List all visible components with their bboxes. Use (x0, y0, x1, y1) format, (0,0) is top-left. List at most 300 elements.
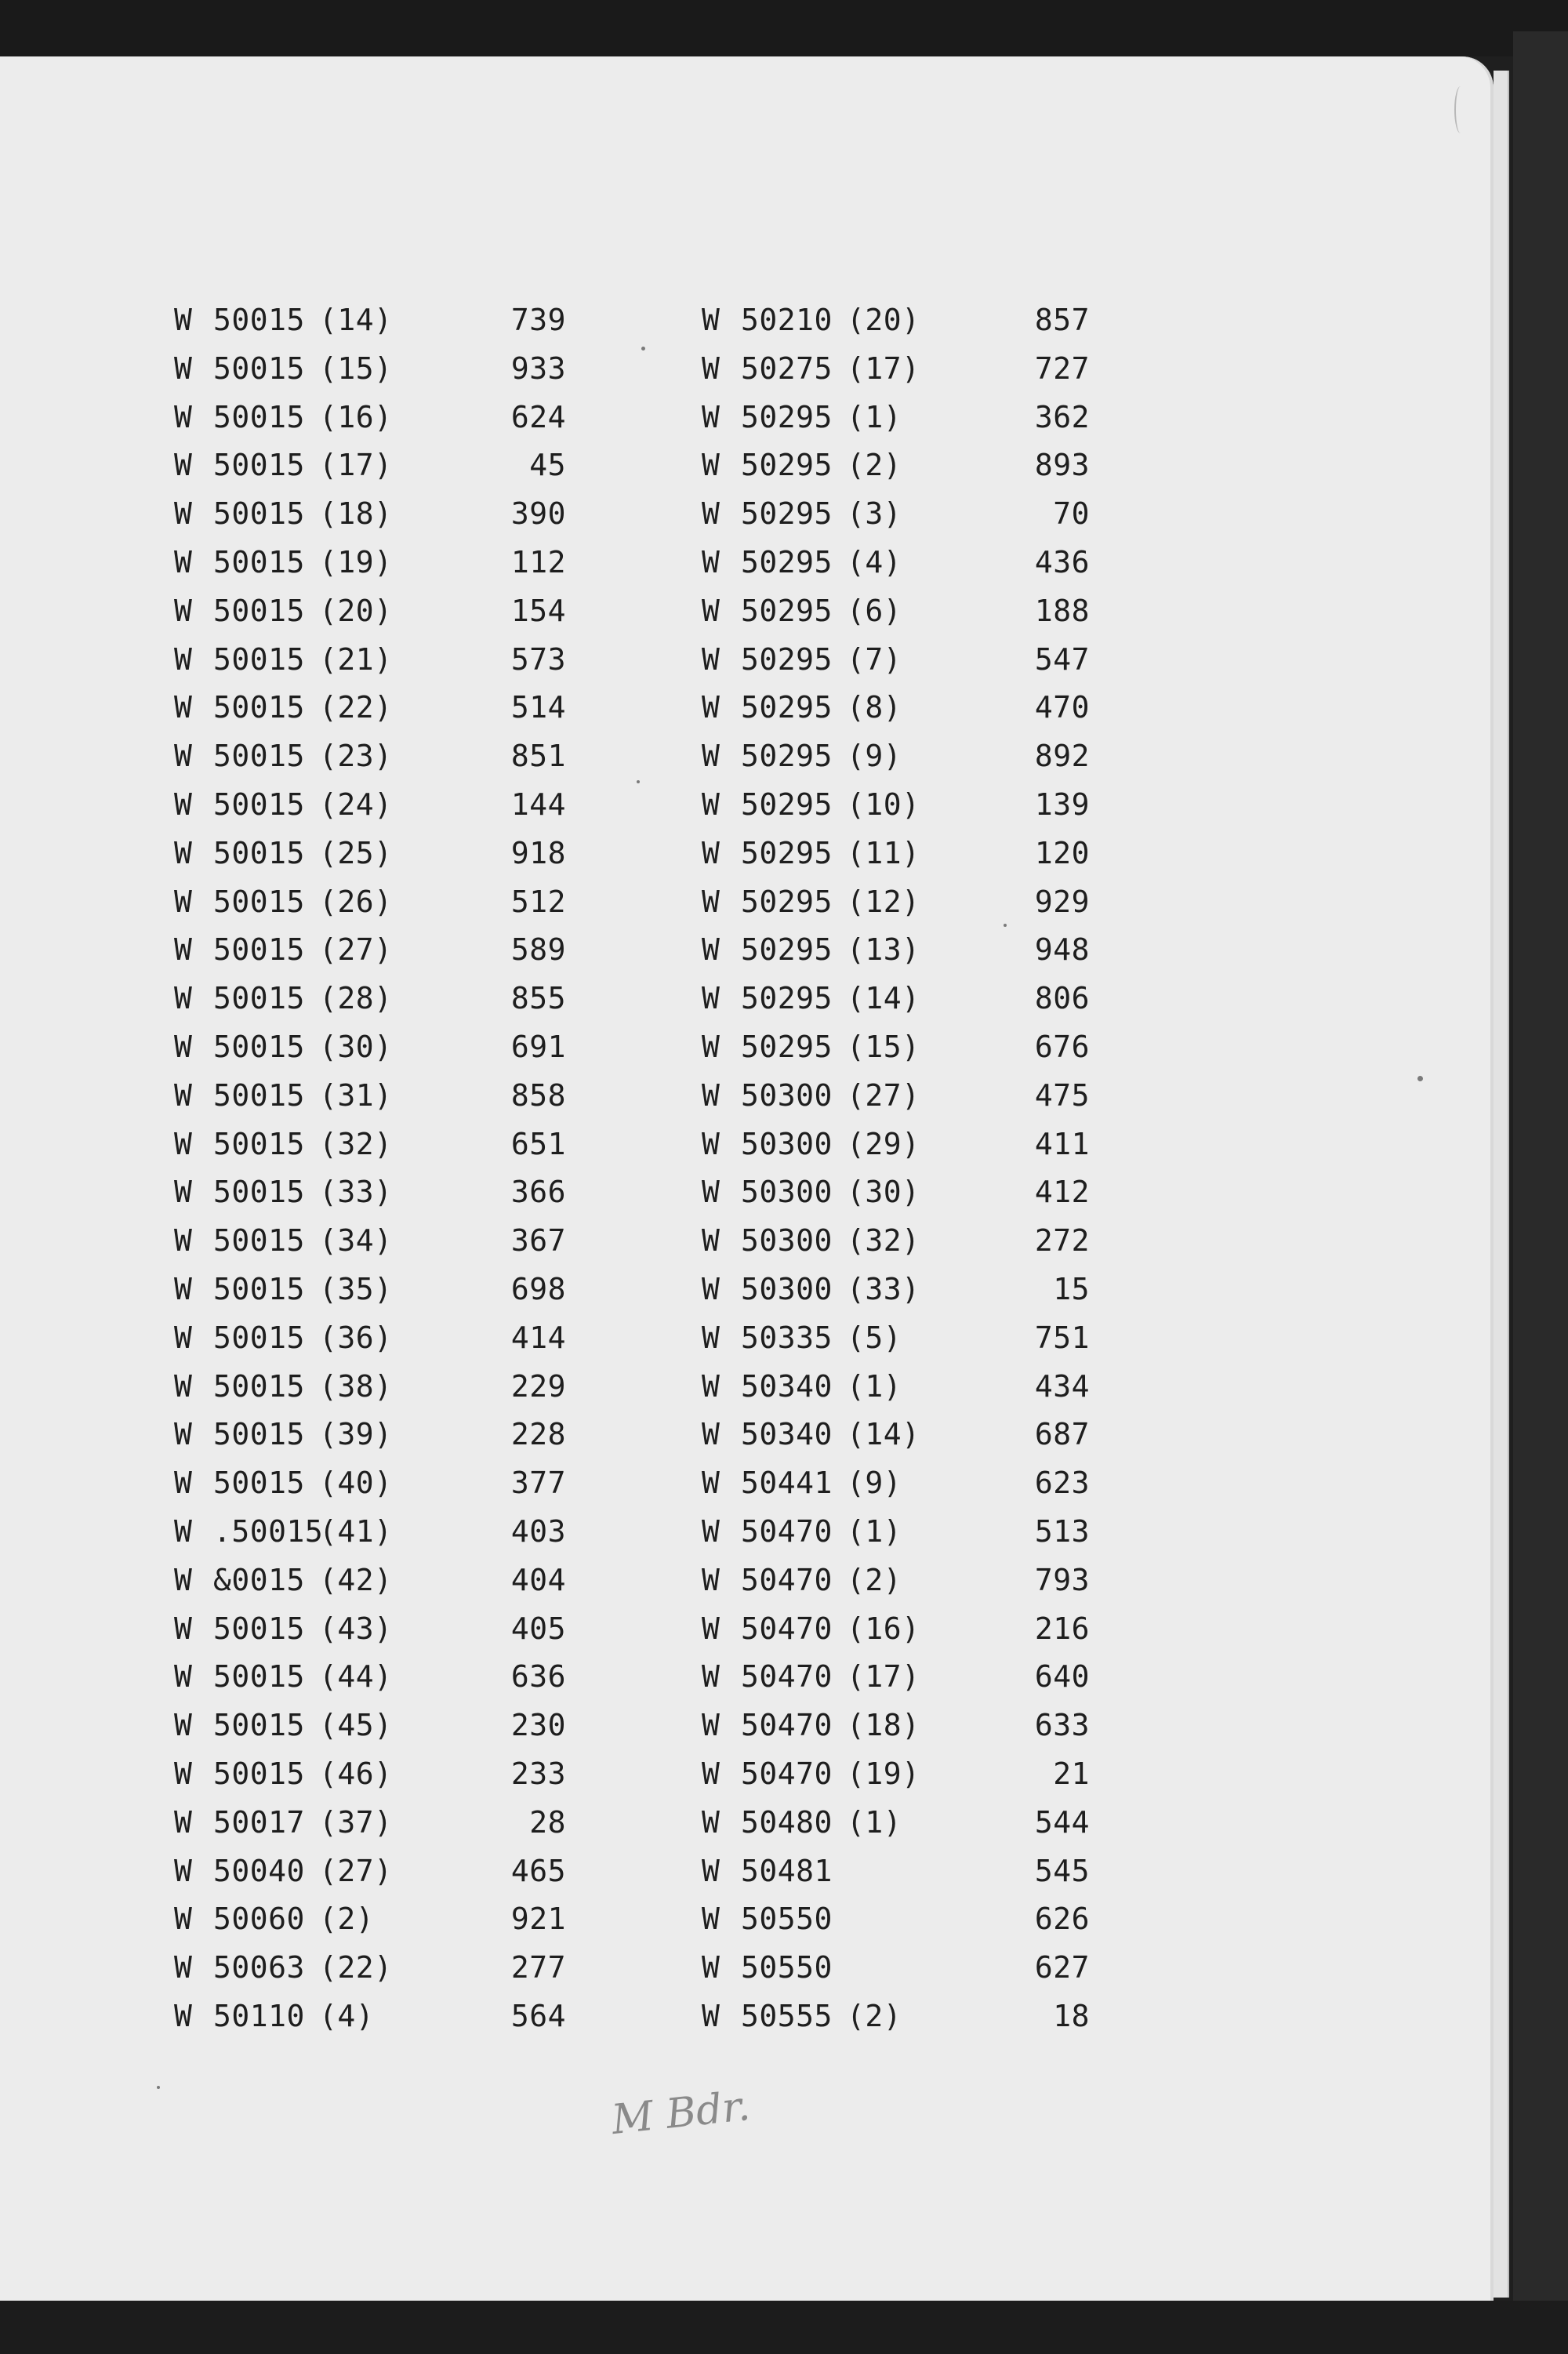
speck (1004, 924, 1007, 927)
entry-prefix: W (702, 1708, 720, 1743)
entry-sub: (36) (319, 1320, 393, 1355)
entry-prefix: W (702, 1853, 720, 1888)
entry-sub: (6) (847, 593, 902, 628)
entry-num: 50555 (741, 1998, 833, 2033)
entry-num: 50295 (741, 448, 833, 483)
entry-page: 544 (1034, 1804, 1090, 1840)
entry-num: 50015 (213, 1077, 305, 1113)
index-entry (702, 1564, 1250, 1613)
entry-prefix: W (702, 399, 720, 434)
entry-sub: (2) (847, 1562, 902, 1597)
entry-sub: (5) (847, 1320, 902, 1355)
entry-sub: (22) (319, 690, 393, 725)
index-entry (702, 449, 1250, 498)
entry-prefix: W (702, 1271, 720, 1306)
entry-num: 50015 (213, 884, 305, 919)
entry-num: 50015 (213, 496, 305, 532)
entry-page: 470 (1034, 690, 1090, 725)
entry-num: 50295 (741, 981, 833, 1016)
entry-sub: (33) (847, 1271, 920, 1306)
entry-sub: (32) (847, 1223, 920, 1259)
entry-num: 50550 (741, 1950, 833, 1985)
entry-num: 50015 (213, 593, 305, 628)
entry-sub: (9) (847, 739, 902, 774)
entry-page: 18 (1053, 1998, 1090, 2033)
entry-page: 404 (510, 1562, 566, 1597)
entry-num: 50015 (213, 1659, 305, 1695)
entry-prefix: W (174, 641, 193, 677)
entry-num: 50040 (213, 1853, 305, 1888)
entry-sub: (38) (319, 1368, 393, 1404)
index-entry (174, 1273, 723, 1322)
entry-prefix: W (702, 1659, 720, 1695)
entry-sub: (25) (319, 835, 393, 870)
entry-num: 50295 (741, 932, 833, 968)
entry-page: 933 (510, 351, 566, 386)
page-edge (1494, 71, 1509, 2298)
index-entry (702, 692, 1250, 740)
entry-sub: (44) (319, 1659, 393, 1695)
entry-page: 436 (1034, 544, 1090, 579)
entry-page: 858 (510, 1077, 566, 1113)
entry-sub: (12) (847, 884, 920, 919)
entry-sub: (20) (847, 303, 920, 337)
index-entry (174, 1709, 723, 1758)
entry-page: 623 (1034, 1466, 1090, 1501)
entry-sub: (1) (847, 1513, 902, 1549)
entry-sub: (26) (319, 884, 393, 919)
entry-sub: (2) (847, 448, 902, 483)
entry-page: 230 (510, 1708, 566, 1743)
index-entry (174, 740, 723, 789)
entry-num: 50015 (213, 1368, 305, 1404)
entry-page: 624 (510, 399, 566, 434)
entry-page: 144 (510, 786, 566, 822)
entry-prefix: W (702, 1029, 720, 1064)
scan-bottom-border (0, 2301, 1568, 2354)
index-entry (702, 1368, 1250, 1419)
entry-sub: (29) (847, 1126, 920, 1161)
entry-prefix: W (702, 1223, 720, 1259)
index-entry (174, 1903, 723, 1952)
entry-prefix: W (702, 1804, 720, 1840)
entry-sub: (4) (319, 1998, 375, 2033)
entry-prefix: W (174, 1998, 193, 2033)
entry-page: 857 (1034, 303, 1090, 337)
index-entry (702, 1077, 1250, 1128)
entry-page: 228 (510, 1417, 566, 1452)
entry-sub: (40) (319, 1466, 393, 1501)
entry-sub: (22) (319, 1950, 393, 1985)
index-entry (702, 1322, 1250, 1371)
entry-page: 687 (1034, 1417, 1090, 1452)
entry-sub: (10) (847, 786, 920, 822)
entry-sub: (13) (847, 932, 920, 968)
index-entry (174, 1613, 723, 1662)
entry-num: 50441 (741, 1466, 833, 1501)
entry-num: 50015 (213, 641, 305, 677)
entry-prefix: W (702, 496, 720, 532)
entry-sub: (18) (319, 496, 393, 532)
entry-prefix: W (174, 593, 193, 628)
entry-num: 50015 (213, 1756, 305, 1791)
entry-sub: (19) (319, 544, 393, 579)
index-entry (174, 1513, 723, 1564)
entry-prefix: W (702, 1562, 720, 1597)
entry-sub: (31) (319, 1077, 393, 1113)
entry-prefix: W (702, 1611, 720, 1646)
handwritten-note: M Bdr. (609, 2082, 753, 2145)
entry-num: 50060 (213, 1902, 305, 1937)
entry-page: 921 (510, 1902, 566, 1937)
entry-page: 272 (1034, 1223, 1090, 1259)
entry-num: 50015 (213, 1417, 305, 1452)
index-entry (174, 1225, 723, 1273)
entry-page: 414 (510, 1320, 566, 1355)
entry-sub: (16) (847, 1611, 920, 1646)
index-entry (702, 934, 1250, 983)
index-entry (702, 1513, 1250, 1564)
entry-prefix: W (174, 739, 193, 774)
entry-num: 50015 (213, 739, 305, 774)
index-entry (174, 786, 723, 837)
entry-page: 893 (1034, 448, 1090, 483)
entry-page: 948 (1034, 932, 1090, 968)
entry-page: 362 (1034, 399, 1090, 434)
entry-num: 50015 (213, 1175, 305, 1210)
speck (1417, 1076, 1423, 1081)
index-entry (174, 1128, 723, 1177)
index-entry (702, 1613, 1250, 1662)
index-entry (702, 1225, 1250, 1273)
entry-num: 50470 (741, 1513, 833, 1549)
entry-num: 50295 (741, 496, 833, 532)
entry-sub: (1) (847, 1804, 902, 1840)
entry-page: 751 (1034, 1320, 1090, 1355)
entry-sub: (18) (847, 1708, 920, 1743)
entry-page: 277 (510, 1950, 566, 1985)
entry-prefix: W (702, 932, 720, 968)
entry-page: 793 (1034, 1562, 1090, 1597)
entry-sub: (17) (319, 448, 393, 483)
entry-num: 50015 (213, 1126, 305, 1161)
entry-num: 50110 (213, 1998, 305, 2033)
entry-prefix: W (702, 1368, 720, 1404)
entry-num: 50015 (213, 932, 305, 968)
entry-page: 216 (1034, 1611, 1090, 1646)
entry-page: 21 (1053, 1756, 1090, 1791)
index-entry (174, 1855, 723, 1904)
entry-num: &0015 (213, 1562, 305, 1597)
entry-num: 50481 (741, 1853, 833, 1888)
entry-sub: (3) (847, 496, 902, 532)
entry-page: 70 (1053, 496, 1090, 532)
entry-sub: (1) (847, 399, 902, 434)
entry-page: 475 (1034, 1077, 1090, 1113)
speck (637, 780, 640, 783)
entry-prefix: W (174, 1077, 193, 1113)
index-entry (702, 401, 1250, 450)
entry-prefix: W (174, 1756, 193, 1791)
index-entry (174, 934, 723, 983)
entry-prefix: W (174, 1611, 193, 1646)
entry-page: 366 (510, 1175, 566, 1210)
entry-page: 892 (1034, 739, 1090, 774)
entry-sub: (17) (847, 1659, 920, 1695)
entry-prefix: W (174, 1562, 193, 1597)
entry-page: 633 (1034, 1708, 1090, 1743)
index-entry (174, 1564, 723, 1613)
entry-sub: (28) (319, 981, 393, 1016)
index-entry (702, 304, 1250, 353)
entry-num: 50015 (213, 981, 305, 1016)
entry-num: 50015 (213, 1271, 305, 1306)
entry-page: 367 (510, 1223, 566, 1259)
entry-prefix: W (702, 1175, 720, 1210)
index-entry (174, 641, 723, 692)
index-entry (702, 1661, 1250, 1709)
entry-page: 465 (510, 1853, 566, 1888)
entry-prefix: W (702, 1077, 720, 1113)
entry-sub: (27) (319, 932, 393, 968)
entry-num: 50295 (741, 690, 833, 725)
index-entry (702, 1804, 1250, 1855)
index-entry (702, 1031, 1250, 1080)
index-entry (174, 595, 723, 644)
entry-sub: (8) (847, 690, 902, 725)
index-entry (174, 837, 723, 886)
entry-num: 50295 (741, 786, 833, 822)
entry-num: 50015 (213, 544, 305, 579)
entry-num: 50470 (741, 1562, 833, 1597)
entry-prefix: W (702, 981, 720, 1016)
entry-num: 50295 (741, 641, 833, 677)
entry-page: 412 (1034, 1175, 1090, 1210)
entry-prefix: W (174, 496, 193, 532)
index-entry (174, 1419, 723, 1467)
entry-num: 50470 (741, 1611, 833, 1646)
entry-prefix: W (174, 1708, 193, 1743)
entry-sub: (1) (847, 1368, 902, 1404)
entry-prefix: W (174, 1175, 193, 1210)
entry-page: 929 (1034, 884, 1090, 919)
entry-num: 50295 (741, 544, 833, 579)
entry-prefix: W (174, 1853, 193, 1888)
index-entry (702, 1128, 1250, 1177)
entry-page: 547 (1034, 641, 1090, 677)
index-entry (174, 1322, 723, 1371)
entry-sub: (11) (847, 835, 920, 870)
index-entry (174, 1952, 723, 2000)
entry-page: 727 (1034, 351, 1090, 386)
entry-sub: (23) (319, 739, 393, 774)
entry-page: 434 (1034, 1368, 1090, 1404)
index-entry (702, 1758, 1250, 1807)
entry-sub: (42) (319, 1562, 393, 1597)
index-entry (174, 449, 723, 498)
entry-prefix: W (702, 303, 720, 337)
index-entry (174, 1661, 723, 1709)
entry-page: 640 (1034, 1659, 1090, 1695)
entry-prefix: W (702, 1513, 720, 1549)
entry-num: 50015 (213, 1029, 305, 1064)
entry-sub: (7) (847, 641, 902, 677)
entry-page: 651 (510, 1126, 566, 1161)
index-entry (174, 1368, 723, 1419)
entry-prefix: W (702, 448, 720, 483)
entry-prefix: W (174, 1271, 193, 1306)
entry-num: 50300 (741, 1271, 833, 1306)
index-entry (174, 304, 723, 353)
entry-prefix: W (174, 786, 193, 822)
entry-page: 855 (510, 981, 566, 1016)
entry-num: 50063 (213, 1950, 305, 1985)
entry-prefix: W (702, 1902, 720, 1937)
index-entry (702, 837, 1250, 886)
entry-page: 589 (510, 932, 566, 968)
entry-page: 636 (510, 1659, 566, 1695)
index-entry (174, 1176, 723, 1225)
entry-sub: (27) (847, 1077, 920, 1113)
entry-num: 50210 (741, 303, 833, 337)
entry-sub: (32) (319, 1126, 393, 1161)
binder-edge (1513, 31, 1568, 2354)
entry-sub: (37) (319, 1804, 393, 1840)
index-entry (702, 595, 1250, 644)
entry-sub: (30) (319, 1029, 393, 1064)
entry-prefix: W (702, 593, 720, 628)
entry-prefix: W (174, 303, 193, 337)
entry-sub: (46) (319, 1756, 393, 1791)
index-entry (174, 1077, 723, 1128)
entry-prefix: W (702, 1950, 720, 1985)
entry-sub: (14) (847, 1417, 920, 1452)
entry-page: 806 (1034, 981, 1090, 1016)
entry-prefix: W (174, 351, 193, 386)
index-entry (702, 886, 1250, 935)
entry-prefix: W (174, 981, 193, 1016)
entry-num: 50295 (741, 593, 833, 628)
entry-num: 50300 (741, 1077, 833, 1113)
entry-sub: (14) (319, 303, 393, 337)
index-entry (702, 1176, 1250, 1225)
entry-prefix: W (702, 1126, 720, 1161)
entry-page: 377 (510, 1466, 566, 1501)
entry-prefix: W (702, 351, 720, 386)
entry-sub: (15) (847, 1029, 920, 1064)
entry-prefix: W (702, 739, 720, 774)
entry-prefix: W (174, 1223, 193, 1259)
entry-num: 50335 (741, 1320, 833, 1355)
entry-prefix: W (174, 1320, 193, 1355)
entry-page: 403 (510, 1513, 566, 1549)
entry-sub: (16) (319, 399, 393, 434)
entry-sub: (34) (319, 1223, 393, 1259)
index-entry (702, 1419, 1250, 1467)
entry-sub: (41) (319, 1513, 393, 1549)
entry-num: 50017 (213, 1804, 305, 1840)
entry-page: 154 (510, 593, 566, 628)
entry-num: 50295 (741, 739, 833, 774)
entry-sub: (15) (319, 351, 393, 386)
entry-sub: (35) (319, 1271, 393, 1306)
index-entry (174, 886, 723, 935)
entry-num: 50015 (213, 303, 305, 337)
entry-prefix: W (174, 1126, 193, 1161)
entry-num: 50015 (213, 835, 305, 870)
entry-prefix: W (702, 884, 720, 919)
entry-page: 139 (1034, 786, 1090, 822)
entry-page: 188 (1034, 593, 1090, 628)
speck (157, 2086, 160, 2089)
entry-sub: (30) (847, 1175, 920, 1210)
entry-num: 50015 (213, 1223, 305, 1259)
index-entry (702, 1952, 1250, 2000)
entry-prefix: W (174, 1466, 193, 1501)
entry-prefix: W (174, 1417, 193, 1452)
entry-sub: (4) (847, 544, 902, 579)
index-entry (702, 641, 1250, 692)
entry-num: 50340 (741, 1368, 833, 1404)
index-entry (702, 1709, 1250, 1758)
entry-page: 411 (1034, 1126, 1090, 1161)
entry-sub: (43) (319, 1611, 393, 1646)
entry-prefix: W (174, 835, 193, 870)
entry-num: 50295 (741, 835, 833, 870)
index-entry (702, 1903, 1250, 1952)
entry-page: 513 (1034, 1513, 1090, 1549)
entry-num: 50470 (741, 1708, 833, 1743)
index-entry (174, 1031, 723, 1080)
entry-prefix: W (702, 1756, 720, 1791)
entry-sub: (2) (319, 1902, 375, 1937)
entry-num: 50295 (741, 399, 833, 434)
corner-pencil-mark (1454, 86, 1467, 133)
entry-page: 918 (510, 835, 566, 870)
entry-num: 50480 (741, 1804, 833, 1840)
entry-prefix: W (702, 1998, 720, 2033)
entry-num: 50470 (741, 1659, 833, 1695)
entry-sub: (45) (319, 1708, 393, 1743)
index-entry (174, 1758, 723, 1807)
entry-page: 627 (1034, 1950, 1090, 1985)
entry-prefix: W (702, 690, 720, 725)
entry-prefix: W (174, 884, 193, 919)
entry-page: 676 (1034, 1029, 1090, 1064)
index-entry (702, 2000, 1250, 2049)
entry-num: 50015 (213, 399, 305, 434)
index-entry (702, 353, 1250, 401)
entry-page: 545 (1034, 1853, 1090, 1888)
index-entry (702, 1273, 1250, 1322)
right-index-column (702, 304, 1250, 2049)
entry-sub: (20) (319, 593, 393, 628)
index-entry (174, 983, 723, 1031)
entry-sub: (14) (847, 981, 920, 1016)
entry-prefix: W (174, 448, 193, 483)
index-entry (174, 1804, 723, 1855)
index-entry (174, 498, 723, 547)
entry-prefix: W (702, 544, 720, 579)
entry-prefix: W (174, 1513, 193, 1549)
entry-prefix: W (174, 1029, 193, 1064)
entry-num: 50015 (213, 1708, 305, 1743)
entry-page: 851 (510, 739, 566, 774)
index-entry (702, 544, 1250, 595)
entry-num: 50015 (213, 1611, 305, 1646)
index-entry (174, 544, 723, 595)
index-entry (702, 498, 1250, 547)
